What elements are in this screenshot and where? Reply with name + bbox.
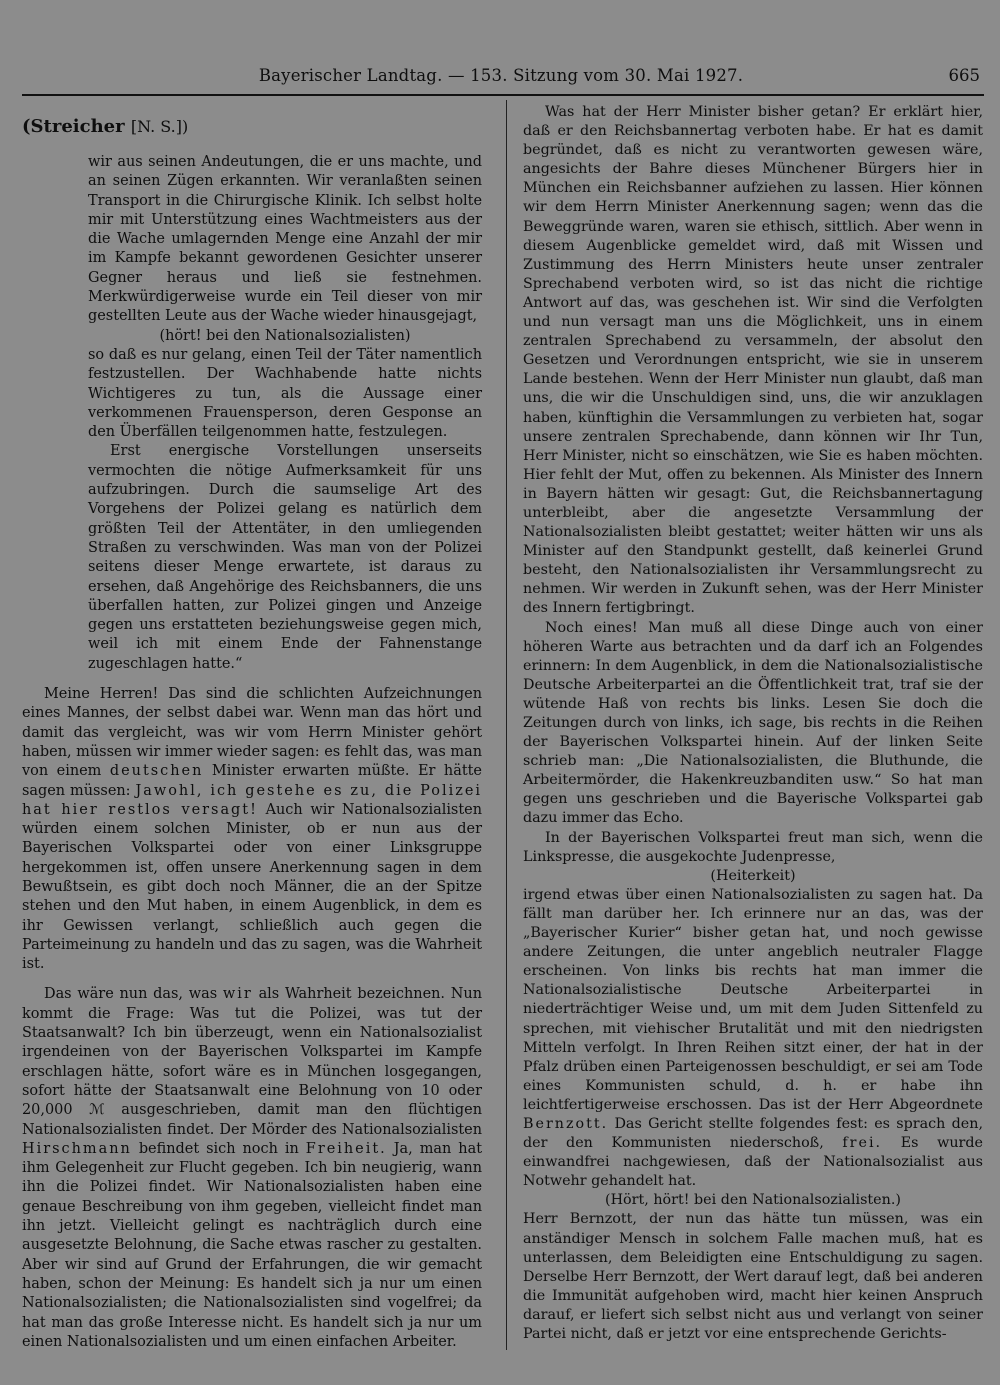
text-run: irgend etwas über einen Nationalsozialisten zu sagen hat. Da fällt man darüber her. Ich erinnere nur an das, was der „Bayerischer Kurier“ bisher getan hat, und noch gewisse andere Zeitungen, die unter angeblich neutraler Flagge erscheinen. Von links bis rechts hat man immer die Nationalsozialistische Deutsche Arbeiterpartei in niederträchtiger Weise und, um mit dem Juden Sittenfeld zu sprechen, mit viehischer Brutalität und mit den niedrigsten Mitteln verfolgt. In Ihren Reihen sitzt einer, der hat in der Pfalz drüben einen Parteigenossen beschuldigt, er sei am Tode eines Kommunisten schuld, d. h. er habe ihn leichtfertigerweise erschossen. Das ist der Herr Abgeordnete — [523, 886, 983, 1113]
page-number: 665 — [948, 66, 980, 85]
emphasized-text: wir — [222, 986, 253, 1003]
emphasized-text: frei. — [842, 1135, 883, 1152]
quote-paragraph: so daß es nur gelang, einen Teil der Täter namentlich festzustellen. Der Wachhabende hatte nichts Wichtigeres zu tun, als die Aussage einer verkommenen Frauensperson, deren Gesponse an den Überfällen teilgenommen hatte, festzulegen. — [88, 346, 482, 441]
body-paragraph: Noch eines! Man muß all diese Dinge auch von einer höheren Warte aus betrachten und da darf ich an Folgendes erinnern: In dem Augenblick, in dem die Nationalsozialistische Deutsche Arbeiterpartei an die Öffentlichkeit trat, traf sie der wütende Haß von rechts bis links. Lesen Sie doch die Zeitungen durch von links, ich sage, bis rechts in die Reihen der Bayerischen Volkspartei hinein. Auf der linken Seite schrieb man: „Die Nationalsozialisten, die Bluthunde, die Arbeitermörder, die Hakenkreuzbanditen usw.“ So hat man gegen uns geschrieben und die Bayerische Volkspartei gab dazu immer das Echo. — [523, 619, 983, 827]
text-run: Ja, man hat ihm Gelegenheit zur Flucht gegeben. Ich bin neugierig, wann ihn die Polizei findet. Wir Nationalsozialisten haben eine genaue Beschreibung von ihm gegeben, vielleicht findet man ihn jetzt. Vielleicht gelingt es nachträglich durch eine ausgesetzte Belohnung, die Sache etwas rascher zu gestalten. Aber wir sind auf Grund der Erfahrungen, die wir gemacht haben, schon der Meinung: Es handelt sich ja nur um einen Nationalsozialisten; die Nationalsozialisten sind vogelfrei; da hat man das große Interesse nicht. Es handelt sich ja nur um einen Nationalsozialisten und um einen einfachen Arbeiter. — [22, 1140, 483, 1350]
quote-paragraph: Erst energische Vorstellungen unserseits vermochten die nötige Aufmerksamkeit für uns aufzubringen. Durch die saumselige Art des Vorgehens der Polizei gelang es natürlich dem größten Teil der Attentäter, in den umliegenden Straßen zu verschwinden. Was man von der Polizei seitens dieser Menge erwartete, ist daraus zu ersehen, daß Angehörige des Reichsbanners, die uns überfallen hatten, zur Polizei gingen und Anzeige gegen uns erstatteten beziehungsweise gegen mich, weil ich mit einem Ende der Fahnenstange zugeschlagen hatte.“ — [88, 443, 482, 672]
body-paragraph — [523, 886, 983, 1192]
body-paragraph — [22, 685, 482, 974]
text-run: als Wahrheit bezeichnen. Nun kommt die Frage: Was tut die Polizei, was tut der Staatsanwalt? Ich bin überzeugt, wenn ein Nationalsozialist irgendeinen von der Bayerischen Volkspartei im Kampfe erschlagen hätte, sofort wäre es in München losgegangen, sofort hätte der Staatsanwalt eine Belohnung von 10 oder 20,000 ℳ ausgeschrieben, damit man den flüchtigen Nationalsozialisten findet. Der Mörder des Nationalsozialisten — [22, 986, 483, 1138]
text-run: Auch wir Nationalsozialisten würden einem solchen Minister, ob er nun aus der Bayerischen Volkspartei oder von einer Linksgruppe hergekommen ist, offen unsere Anerkennung sagen in dem Bewußtsein, es gibt doch noch Männer, die an der Spitze stehen und den Mut haben, in einem Augenblick, in dem es ihr Gewissen verlangt, schließlich auch gegen die Parteimeinung zu handeln und das zu sagen, was die Wahrheit ist. — [22, 801, 482, 973]
body-paragraph — [22, 985, 482, 1352]
interjection: (Hört, hört! bei den Nationalsozialisten.) — [605, 1192, 901, 1209]
text-run: Meine Herren! Das sind die schlichten Aufzeichnungen eines Mannes, der selbst dabei war. Wenn man das hört und damit das vergleicht, was wir vom Herrn Minister gehört haben, müssen wir immer wieder sagen: es fehlt das, was man von einem — [22, 686, 482, 780]
text-run: Das Gericht stellte folgendes fest: es sprach den, der den Kommunisten niederschoß, — [523, 1115, 983, 1152]
emphasized-text: Jawohl, ich gestehe es zu, die Polizei hat hier restlos versagt! — [22, 782, 482, 818]
left-column — [22, 103, 482, 1352]
emphasized-text: deutschen — [109, 763, 204, 780]
speaker-name: (Streicher — [22, 116, 125, 137]
quote-paragraph: wir aus seinen Andeutungen, die er uns machte, und an seinen Zügen erkannten. Wir veranlaßten seinen Transport in die Chirurgische Klinik. Ich selbst holte mir mit Unterstützung eines Wachtmeisters aus der die Wache umlagernden Menge eine Anzahl der mir im Kampfe bekannt gewordenen Gesichter unserer Gegner heraus und ließ sie festnehmen. Merkwürdigerweise wurde ein Teil dieser von mir gestellten Leute aus der Wache wieder hinausgejagt, — [88, 154, 482, 325]
emphasized-text: Hirschmann — [22, 1140, 132, 1157]
column-divider — [506, 100, 507, 1350]
interjection: (Heiterkeit) — [710, 867, 796, 884]
body-paragraph: In der Bayerischen Volkspartei freut man sich, wenn die Linkspresse, die ausgekochte Judenpresse, — [523, 829, 983, 865]
page-header — [22, 66, 980, 92]
interjection: (hört! bei den Nationalsozialisten) — [159, 327, 411, 344]
speaker-party: [N. S.]) — [130, 117, 189, 136]
body-paragraph: Herr Bernzott, der nun das hätte tun müssen, was ein anständiger Mensch in solchem Falle machen muß, hat es unterlassen, dem Beleidigten eine Entschuldigung zu sagen. Derselbe Herr Bernzott, der Wert darauf legt, daß bei anderen die Immunität aufgehoben wird, macht hier keinen Anspruch darauf, er liefert sich selbst nicht aus und verlangt von seiner Partei nicht, daß er jetzt vor eine entsprechende Gerichts- — [523, 1211, 983, 1342]
emphasized-text: Freiheit. — [305, 1140, 387, 1157]
text-run: befindet sich noch in — [138, 1140, 299, 1157]
text-run: Es wurde einwandfrei nachgewiesen, daß der Nationalsozialist aus Notwehr gehandelt hat. — [523, 1135, 983, 1190]
speaker-heading — [22, 115, 482, 139]
right-column — [523, 103, 983, 1344]
running-title: Bayerischer Landtag. — 153. Sitzung vom 30. Mai 1927. — [258, 66, 744, 85]
text-run: Minister erwarten müßte. Er hätte sagen müssen: — [22, 763, 482, 799]
header-rule — [22, 94, 984, 96]
text-run: Das wäre nun das, was — [44, 986, 218, 1003]
emphasized-text: Bernzott. — [523, 1115, 609, 1132]
body-paragraph: Was hat der Herr Minister bisher getan? Er erklärt hier, daß er den Reichsbannertag verboten habe. Er hat es damit begründet, daß es nicht zu verantworten gewesen wäre, angesichts der Bahre dieses Münchener Bürgers hier in München ein Reichsbanner aufziehen zu lassen. Hier können wir dem Herrn Minister Anerkennung sagen; wenn das die Beweggründe waren, waren sie ethisch, sittlich. Aber wenn in diesem Augenblicke gemeldet wird, daß mit Wissen und Zustimmung des Herrn Ministers heute unser zentraler Sprechabend verboten wird, so ist das nicht die richtige Antwort auf das, was geschehen ist. Wir sind die Verfolgten und nun versagt man uns die Möglichkeit, uns in einem zentralen Sprechabend zu versammeln, der absolut den Gesetzen und Verordnungen entspricht, wie sie in unserem Lande bestehen. Wenn der Herr Minister nun glaubt, daß man uns, die wir die Unschuldigen sind, uns, die wir anzuklagen haben, künftighin die Versammlungen zu verbieten hat, sogar unsere zentralen Sprechabende, dann können wir Ihr Tun, Herr Minister, nicht so einschätzen, wie Sie es haben möchten. Hier fehlt der Mut, offen zu bekennen. Als Minister des Innern in Bayern hätten wir gesagt: Gut, die Reichsbannertagung unterbleibt, aber die angesetzte Versammlung der Nationalsozialisten bleibt gestattet; weiter hätten wir uns als Minister auf den Standpunkt gestellt, daß keinerlei Grund besteht, den Nationalsozialisten ihr Versammlungsrecht zu nehmen. Wir werden in Zukunft sehen, was der Herr Minister des Innern fertigbringt. — [523, 104, 983, 617]
